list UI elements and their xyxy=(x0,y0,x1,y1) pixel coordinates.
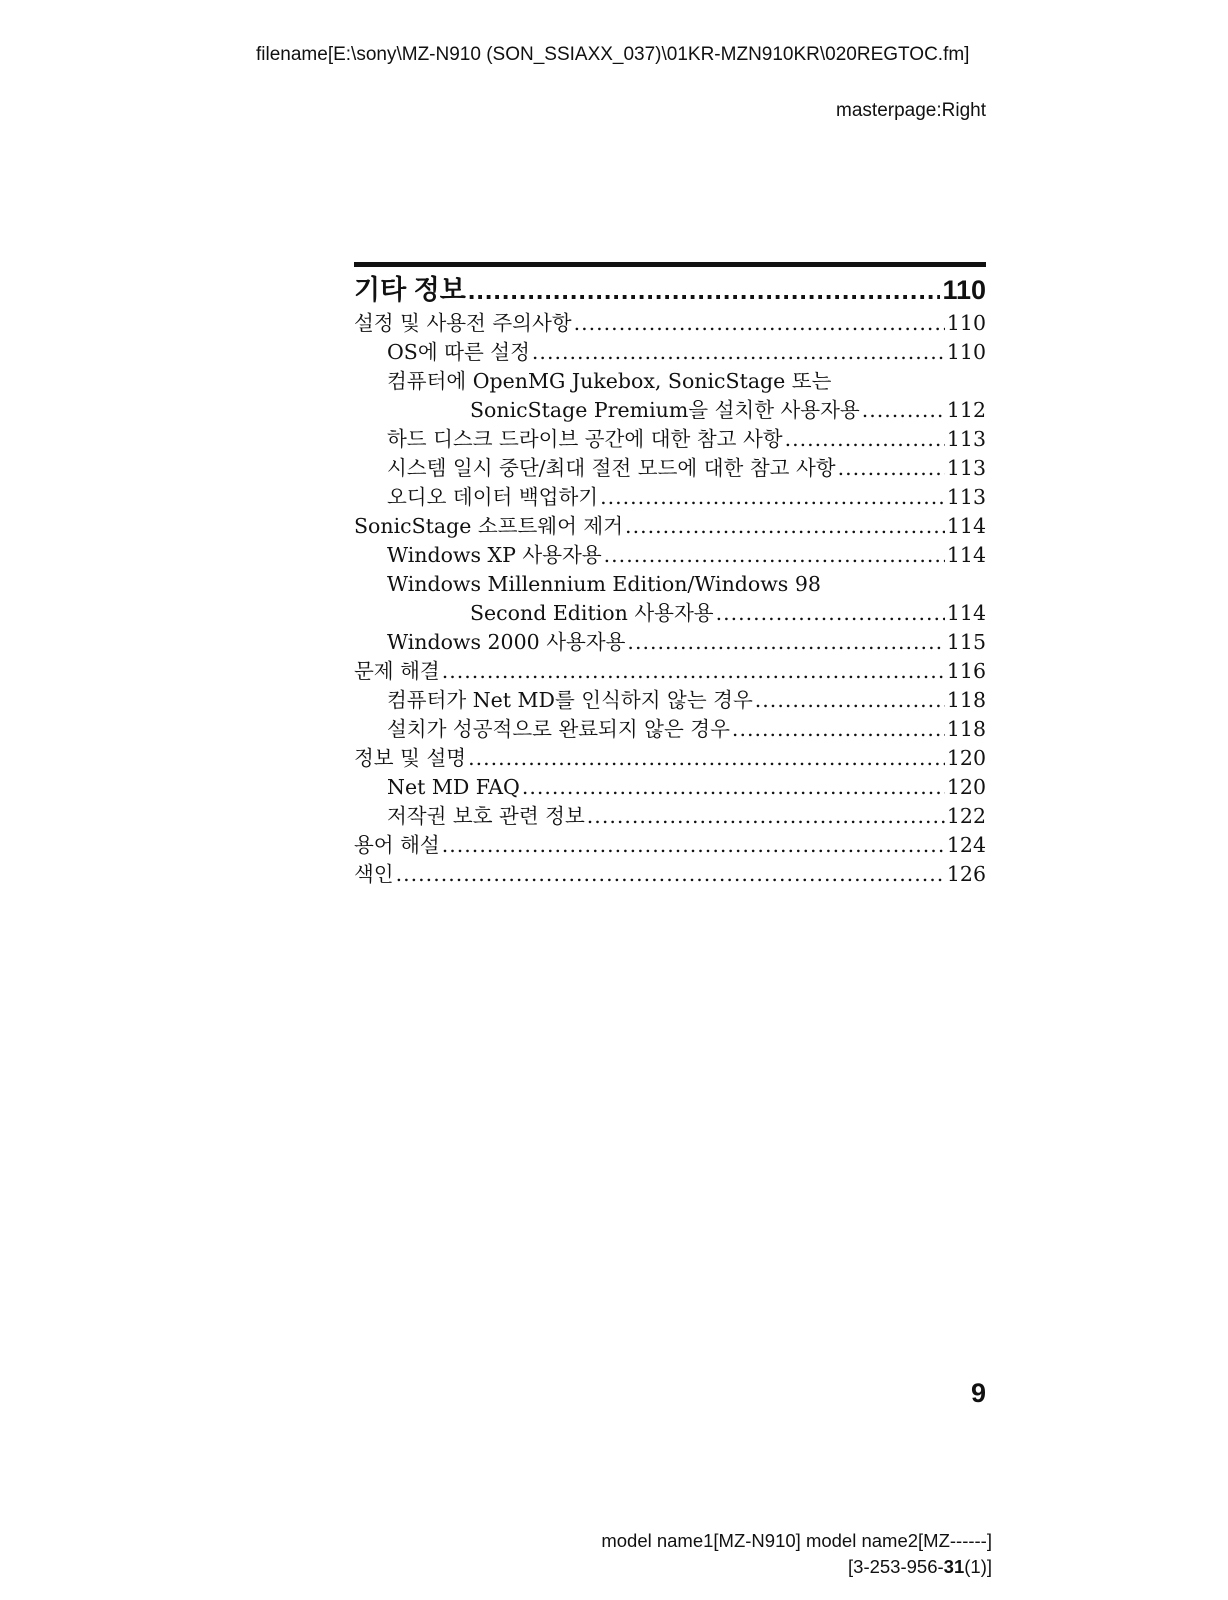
toc-entry-label: 설치가 성공적으로 완료되지 않은 경우 xyxy=(387,717,730,741)
toc-section-heading[interactable] xyxy=(354,271,986,309)
toc-entry-page: 113 xyxy=(946,485,986,509)
toc-entry-page: 114 xyxy=(946,601,986,625)
toc-entry-label: 저작권 보호 관련 정보 xyxy=(387,804,585,828)
toc-leader-dots xyxy=(468,744,945,773)
toc-entry-page: 124 xyxy=(946,833,986,857)
toc-entry[interactable] xyxy=(354,309,986,338)
toc-entry[interactable] xyxy=(354,744,986,773)
footer-part-prefix: [3-253-956- xyxy=(848,1556,944,1577)
toc-subentry[interactable] xyxy=(354,802,986,831)
toc-entry-label: 하드 디스크 드라이브 공간에 대한 참고 사항 xyxy=(387,427,783,451)
toc-entry-label: 시스템 일시 중단/최대 절전 모드에 대한 참고 사항 xyxy=(387,456,836,480)
toc-subentry-continuation[interactable] xyxy=(354,396,986,425)
toc-entry-label: 문제 해결 xyxy=(354,659,440,683)
toc-entry-page: 112 xyxy=(946,398,986,422)
toc-entry-page: 110 xyxy=(946,340,986,364)
toc-entry-page: 113 xyxy=(946,427,986,451)
toc-leader-dots xyxy=(442,657,945,686)
footer xyxy=(601,1528,992,1580)
toc-entry-label: SonicStage 소프트웨어 제거 xyxy=(354,514,624,538)
toc-entry-page: 126 xyxy=(946,862,986,886)
toc-subentry[interactable] xyxy=(354,715,986,744)
toc-entry-page: 116 xyxy=(946,659,986,683)
footer-part-suffix: (1)] xyxy=(964,1556,992,1577)
toc-leader-dots xyxy=(785,425,945,454)
toc-entry-page: 115 xyxy=(946,630,986,654)
toc-entry-page: 122 xyxy=(946,804,986,828)
footer-model-names: model name1[MZ-N910] model name2[MZ------] xyxy=(601,1530,992,1551)
toc-leader-dots xyxy=(574,309,945,338)
toc-subentry[interactable] xyxy=(354,425,986,454)
toc-leader-dots xyxy=(604,541,945,570)
toc-leader-dots xyxy=(396,860,945,889)
toc-entry-label: 오디오 데이터 백업하기 xyxy=(387,485,599,509)
toc-entry-label: 색인 xyxy=(354,862,394,886)
toc-subentry[interactable] xyxy=(354,454,986,483)
toc-leader-dots xyxy=(442,831,945,860)
toc-heading-page: 110 xyxy=(942,275,986,305)
toc-subentry-continuation[interactable] xyxy=(354,599,986,628)
header-filename: filename[E:\sony\MZ-N910 (SON_SSIAXX_037)\01KR-MZN910KR\020REGTOC.fm] xyxy=(256,44,970,65)
toc-subentry[interactable] xyxy=(354,338,986,367)
toc-entry-page: 118 xyxy=(946,688,986,712)
footer-part-bold: 31 xyxy=(943,1556,965,1577)
toc-entry-label: Windows 2000 사용자용 xyxy=(387,630,626,654)
toc-entry-label: Windows Millennium Edition/Windows 98 xyxy=(387,572,821,596)
page-number: 9 xyxy=(970,1378,986,1408)
table-of-contents xyxy=(354,262,986,889)
toc-subentry-first-line[interactable] xyxy=(354,570,986,599)
toc-entry-page: 113 xyxy=(946,456,986,480)
toc-leader-dots xyxy=(625,512,945,541)
toc-leader-dots xyxy=(522,773,945,802)
toc-subentry[interactable] xyxy=(354,686,986,715)
toc-subentry-first-line[interactable] xyxy=(354,367,986,396)
toc-leader-dots xyxy=(732,715,945,744)
toc-entry-page: 114 xyxy=(946,514,986,538)
toc-entry[interactable] xyxy=(354,831,986,860)
footer-part-number xyxy=(601,1554,992,1580)
toc-heading-label: 기타 정보 xyxy=(354,275,466,305)
toc-entry[interactable] xyxy=(354,657,986,686)
toc-leader-dots xyxy=(755,686,945,715)
toc-entry-page: 114 xyxy=(946,543,986,567)
toc-entry-label-cont: Second Edition 사용자용 xyxy=(470,601,714,625)
toc-entry[interactable] xyxy=(354,512,986,541)
toc-subentry[interactable] xyxy=(354,628,986,657)
toc-entry-label: Net MD FAQ xyxy=(387,775,520,799)
toc-leader-dots xyxy=(862,396,945,425)
toc-leader-dots xyxy=(468,271,941,309)
toc-leader-dots xyxy=(627,628,944,657)
toc-subentry[interactable] xyxy=(354,541,986,570)
toc-entry-page: 120 xyxy=(946,775,986,799)
toc-entry-label: OS에 따른 설정 xyxy=(387,340,530,364)
toc-entry[interactable] xyxy=(354,860,986,889)
toc-leader-dots xyxy=(716,599,945,628)
toc-entry-label: 설정 및 사용전 주의사항 xyxy=(354,311,572,335)
toc-entry-label: 컴퓨터에 OpenMG Jukebox, SonicStage 또는 xyxy=(387,369,832,393)
toc-entry-label: Windows XP 사용자용 xyxy=(387,543,602,567)
header-masterpage: masterpage:Right xyxy=(836,100,986,121)
toc-leader-dots xyxy=(600,483,945,512)
toc-leader-dots xyxy=(587,802,945,831)
toc-entry-page: 110 xyxy=(946,311,986,335)
toc-leader-dots xyxy=(838,454,945,483)
toc-entry-page: 120 xyxy=(946,746,986,770)
toc-entry-label: 정보 및 설명 xyxy=(354,746,467,770)
toc-leader-dots xyxy=(532,338,945,367)
toc-subentry[interactable] xyxy=(354,483,986,512)
toc-entry-label: 용어 해설 xyxy=(354,833,440,857)
toc-entry-page: 118 xyxy=(946,717,986,741)
toc-entry-label-cont: SonicStage Premium을 설치한 사용자용 xyxy=(470,398,860,422)
toc-entry-label: 컴퓨터가 Net MD를 인식하지 않는 경우 xyxy=(387,688,753,712)
toc-subentry[interactable] xyxy=(354,773,986,802)
toc-top-rule xyxy=(354,262,986,267)
